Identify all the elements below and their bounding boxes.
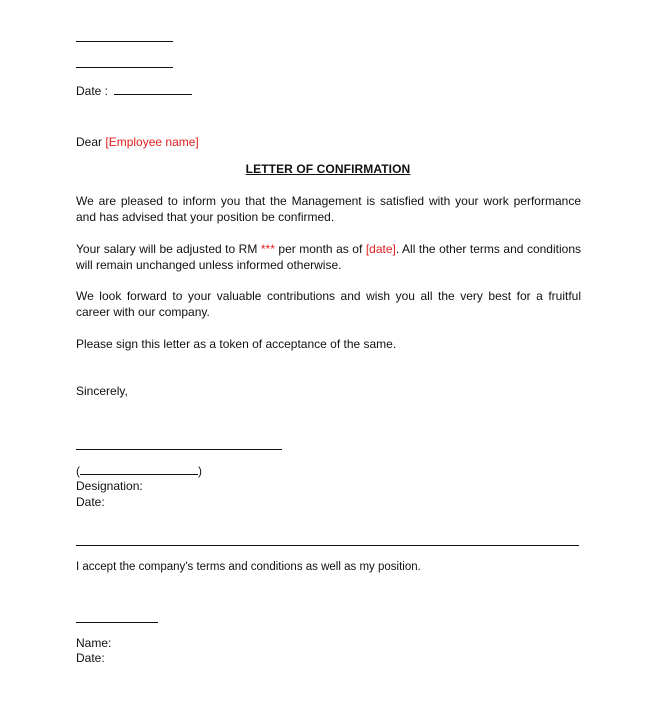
- date-row: [76, 82, 192, 98]
- letter-title: LETTER OF CONFIRMATION: [245, 162, 411, 176]
- signer-date-label: Date:: [76, 495, 105, 509]
- address-line-1: [76, 41, 173, 42]
- designation-label: Designation:: [76, 479, 143, 493]
- paragraph-salary: [76, 241, 581, 273]
- paren-close: ): [198, 464, 202, 478]
- salutation-text: Dear: [76, 135, 103, 149]
- paragraph-sign-request: Please sign this letter as a token of acceptance of the same.: [76, 337, 397, 351]
- acceptance-statement: I accept the company's terms and conditions as well as my position.: [76, 561, 421, 573]
- salary-text-c: . All the other terms and conditions will remain unchanged unless informed otherwise.: [76, 242, 581, 272]
- date-blank: [114, 82, 192, 95]
- date-label: Date :: [76, 84, 109, 98]
- paren-open: (: [76, 464, 80, 478]
- paragraph-confirmation: We are pleased to inform you that the Management is satisfied with your work performance and has advised that your position be confirmed.: [76, 194, 581, 224]
- employee-signature-line: [76, 622, 158, 623]
- separator-line: [76, 545, 579, 546]
- signer-name-row: [76, 462, 202, 478]
- employee-name-label: Name:: [76, 636, 112, 650]
- closing: Sincerely,: [76, 384, 128, 398]
- paragraph-wishes: We look forward to your valuable contributions and wish you all the very best for a fruitful career with our company.: [76, 289, 581, 319]
- salary-text-b: per month as of: [278, 242, 363, 256]
- effective-date-placeholder: [date]: [365, 242, 396, 256]
- address-line-2: [76, 67, 173, 68]
- employee-name-placeholder: [Employee name]: [105, 135, 199, 149]
- signer-name-blank: [80, 462, 198, 475]
- salutation: [76, 135, 199, 149]
- employee-date-label: Date:: [76, 651, 105, 665]
- salary-amount-placeholder: ***: [260, 242, 275, 256]
- salary-text-a: Your salary will be adjusted to RM: [76, 242, 258, 256]
- signature-line: [76, 449, 282, 450]
